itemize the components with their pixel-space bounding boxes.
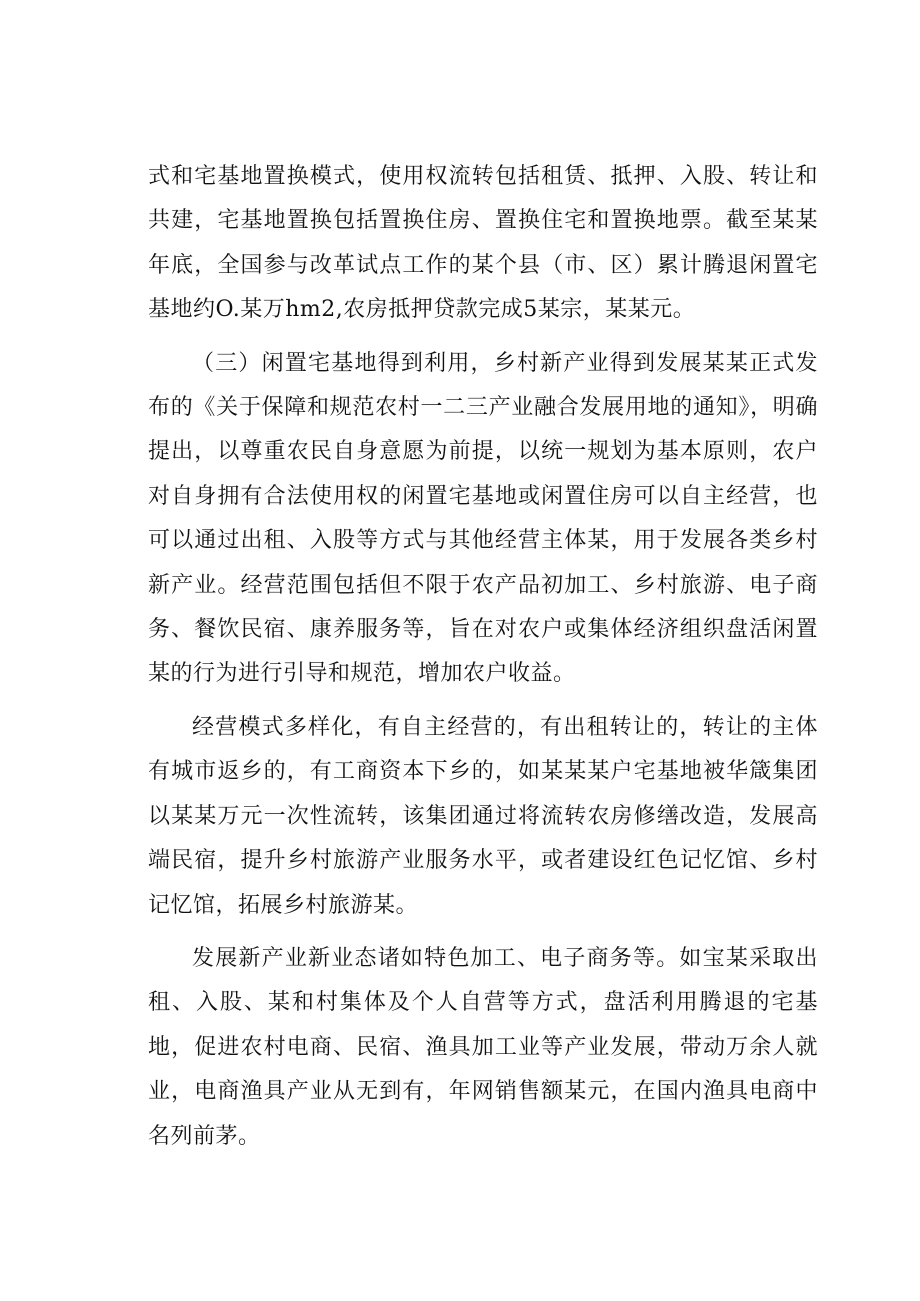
document-body (148, 155, 818, 1159)
paragraph-1: 式和宅基地置换模式，使用权流转包括租赁、抵押、入股、转让和共建，宅基地置换包括置换住房、置换住宅和置换地票。截至某某年底，全国参与改革试点工作的某个县（市、区）累计腾退闲置宅基地约O.某万hm2,农房抵押贷款完成5某宗，某某元。 (148, 164, 818, 323)
paragraph-4: 发展新产业新业态诸如特色加工、电子商务等。如宝某采取出租、入股、某和村集体及个人自营等方式，盘活利用腾退的宅基地，促进农村电商、民宿、渔具加工业等产业发展，带动万余人就业，电商渔具产业从无到有，年网销售额某元，在国内渔具电商中名列前茅。 (148, 945, 818, 1149)
paragraph-3: 经营模式多样化，有自主经营的，有出租转让的，转让的主体有城市返乡的，有工商资本下乡的，如某某某户宅基地被华箴集团以某某万元一次性流转，该集团通过将流转农房修缮改造，发展高端民宿，提升乡村旅游产业服务水平，或者建设红色记忆馆、乡村记忆馆，拓展乡村旅游某。 (148, 714, 818, 918)
paragraph-2: （三）闲置宅基地得到利用，乡村新产业得到发展某某正式发布的《关于保障和规范农村一二三产业融合发展用地的通知》，明确提出，以尊重农民自身意愿为前提，以统一规划为基本原则，农户对自身拥有合法使用权的闲置宅基地或闲置住房可以自主经营，也可以通过出租、入股等方式与其他经营主体某，用于发展各类乡村新产业。经营范围包括但不限于农产品初加工、乡村旅游、电子商务、餐饮民宿、康养服务等，旨在对农户或集体经济组织盘活闲置某的行为进行引导和规范，增加农户收益。 (148, 350, 818, 687)
